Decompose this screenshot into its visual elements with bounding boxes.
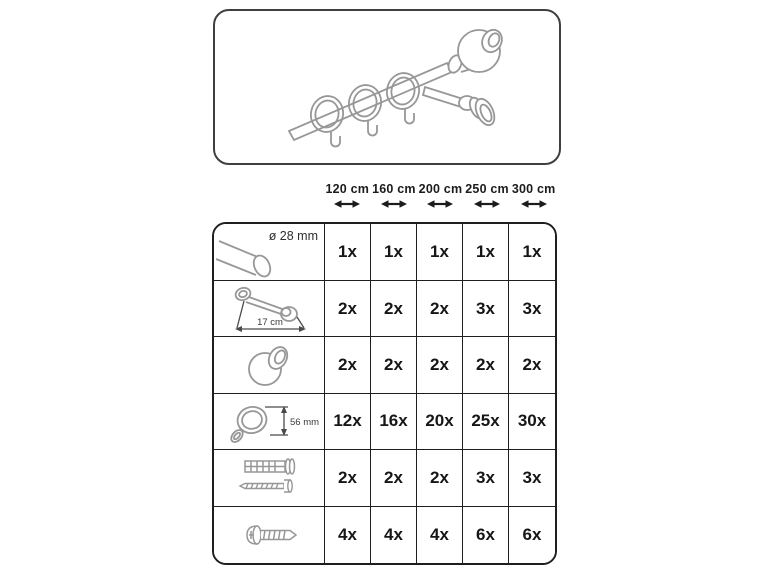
rod-diameter-label: ø 28 mm [268,229,318,243]
length-label: 300 cm [511,182,556,196]
length-label: 120 cm [325,182,370,196]
quantity-cell: 4x [325,507,371,563]
curtain-ring-icon [216,395,322,447]
double-arrow-icon [427,199,453,209]
quantity-cell: 4x [417,507,463,563]
quantity-cell: 2x [509,337,555,393]
column-header-160cm [371,182,418,214]
quantity-cell: 1x [325,224,371,281]
product-illustration-box [213,9,561,165]
length-label: 160 cm [372,182,416,196]
quantity-cell: 16x [371,394,417,450]
quantity-cell: 3x [463,450,509,506]
quantity-cell: 2x [371,450,417,506]
wall-bracket-icon [216,283,322,335]
part-cell-rod [214,224,325,281]
double-arrow-icon [474,199,500,209]
quantity-cell: 2x [417,281,463,337]
quantity-cell: 3x [463,281,509,337]
quantity-cell: 2x [463,337,509,393]
quantity-cell: 2x [417,337,463,393]
finial-icon [216,339,322,391]
quantity-cell: 1x [371,224,417,281]
quantity-cell: 2x [325,450,371,506]
quantity-cell: 1x [509,224,555,281]
quantity-cell: 1x [417,224,463,281]
quantity-cell: 12x [325,394,371,450]
quantity-cell: 1x [463,224,509,281]
ring-diameter-label: 56 mm [290,417,320,429]
length-column-headers [324,182,557,214]
quantity-cell: 4x [371,507,417,563]
quantity-cell: 30x [509,394,555,450]
part-cell-wall-plug-and-screw [214,450,325,506]
quantity-cell: 2x [417,450,463,506]
column-header-200cm [417,182,464,214]
part-cell-finial [214,337,325,393]
quantity-cell: 2x [371,337,417,393]
quantity-cell: 25x [463,394,509,450]
part-cell-wall-bracket [214,281,325,337]
quantity-cell: 2x [325,281,371,337]
length-label: 200 cm [418,182,463,196]
quantity-cell: 6x [463,507,509,563]
column-header-300cm [510,182,557,214]
double-arrow-icon [334,199,360,209]
double-arrow-icon [521,199,547,209]
column-header-120cm [324,182,371,214]
column-header-250cm [464,182,511,214]
part-cell-screw [214,507,325,563]
curtain-rod-set-illustration [215,11,559,163]
screw-icon [216,509,322,561]
bracket-length-label: 17 cm [257,316,283,328]
double-arrow-icon [381,199,407,209]
wall-plug-screw-icon [216,452,322,504]
quantity-cell: 3x [509,281,555,337]
quantity-cell: 2x [325,337,371,393]
quantity-cell: 6x [509,507,555,563]
parts-quantity-table [212,222,557,565]
part-cell-curtain-ring [214,394,325,450]
quantity-cell: 2x [371,281,417,337]
rod-icon [216,224,322,280]
length-label: 250 cm [465,182,509,196]
quantity-cell: 20x [417,394,463,450]
quantity-cell: 3x [509,450,555,506]
